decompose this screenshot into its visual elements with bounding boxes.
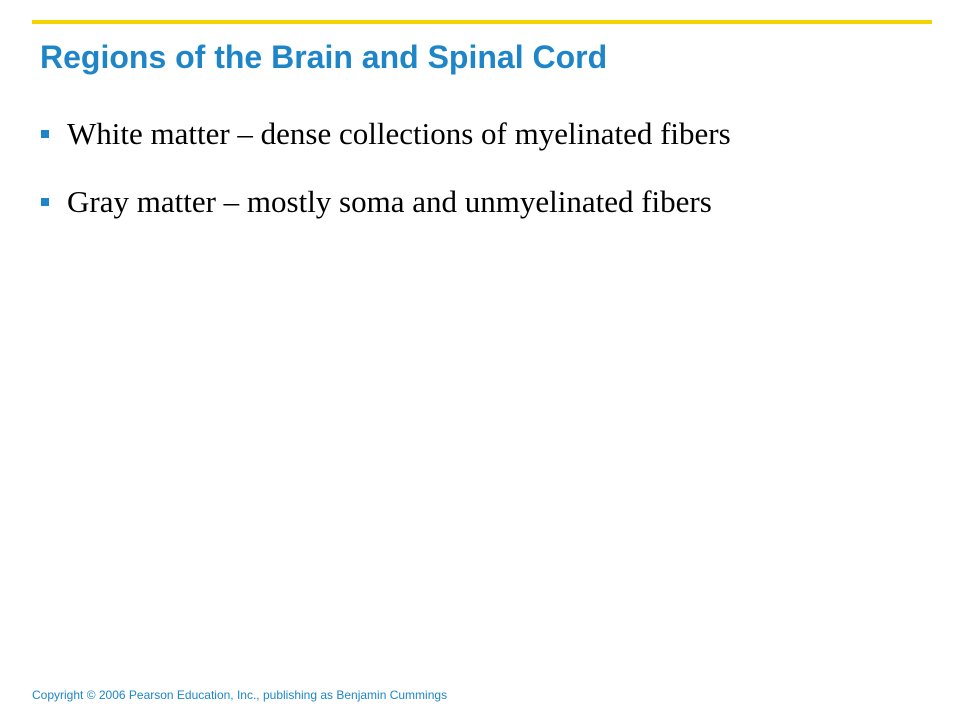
bullet-item-white-matter [40, 112, 840, 156]
top-accent-rule [32, 20, 932, 24]
slide-title: Regions of the Brain and Spinal Cord [40, 39, 608, 75]
copyright-footer: Copyright © 2006 Pearson Education, Inc., publishing as Benjamin Cummings [32, 688, 448, 702]
bullet-text: Gray matter – mostly soma and unmyelinated fibers [67, 184, 712, 219]
bullet-list [40, 112, 840, 248]
bullet-item-gray-matter [40, 180, 840, 224]
bullet-text: White matter – dense collections of myelinated fibers [67, 116, 731, 151]
square-bullet-icon [41, 130, 49, 138]
square-bullet-icon [41, 198, 49, 206]
